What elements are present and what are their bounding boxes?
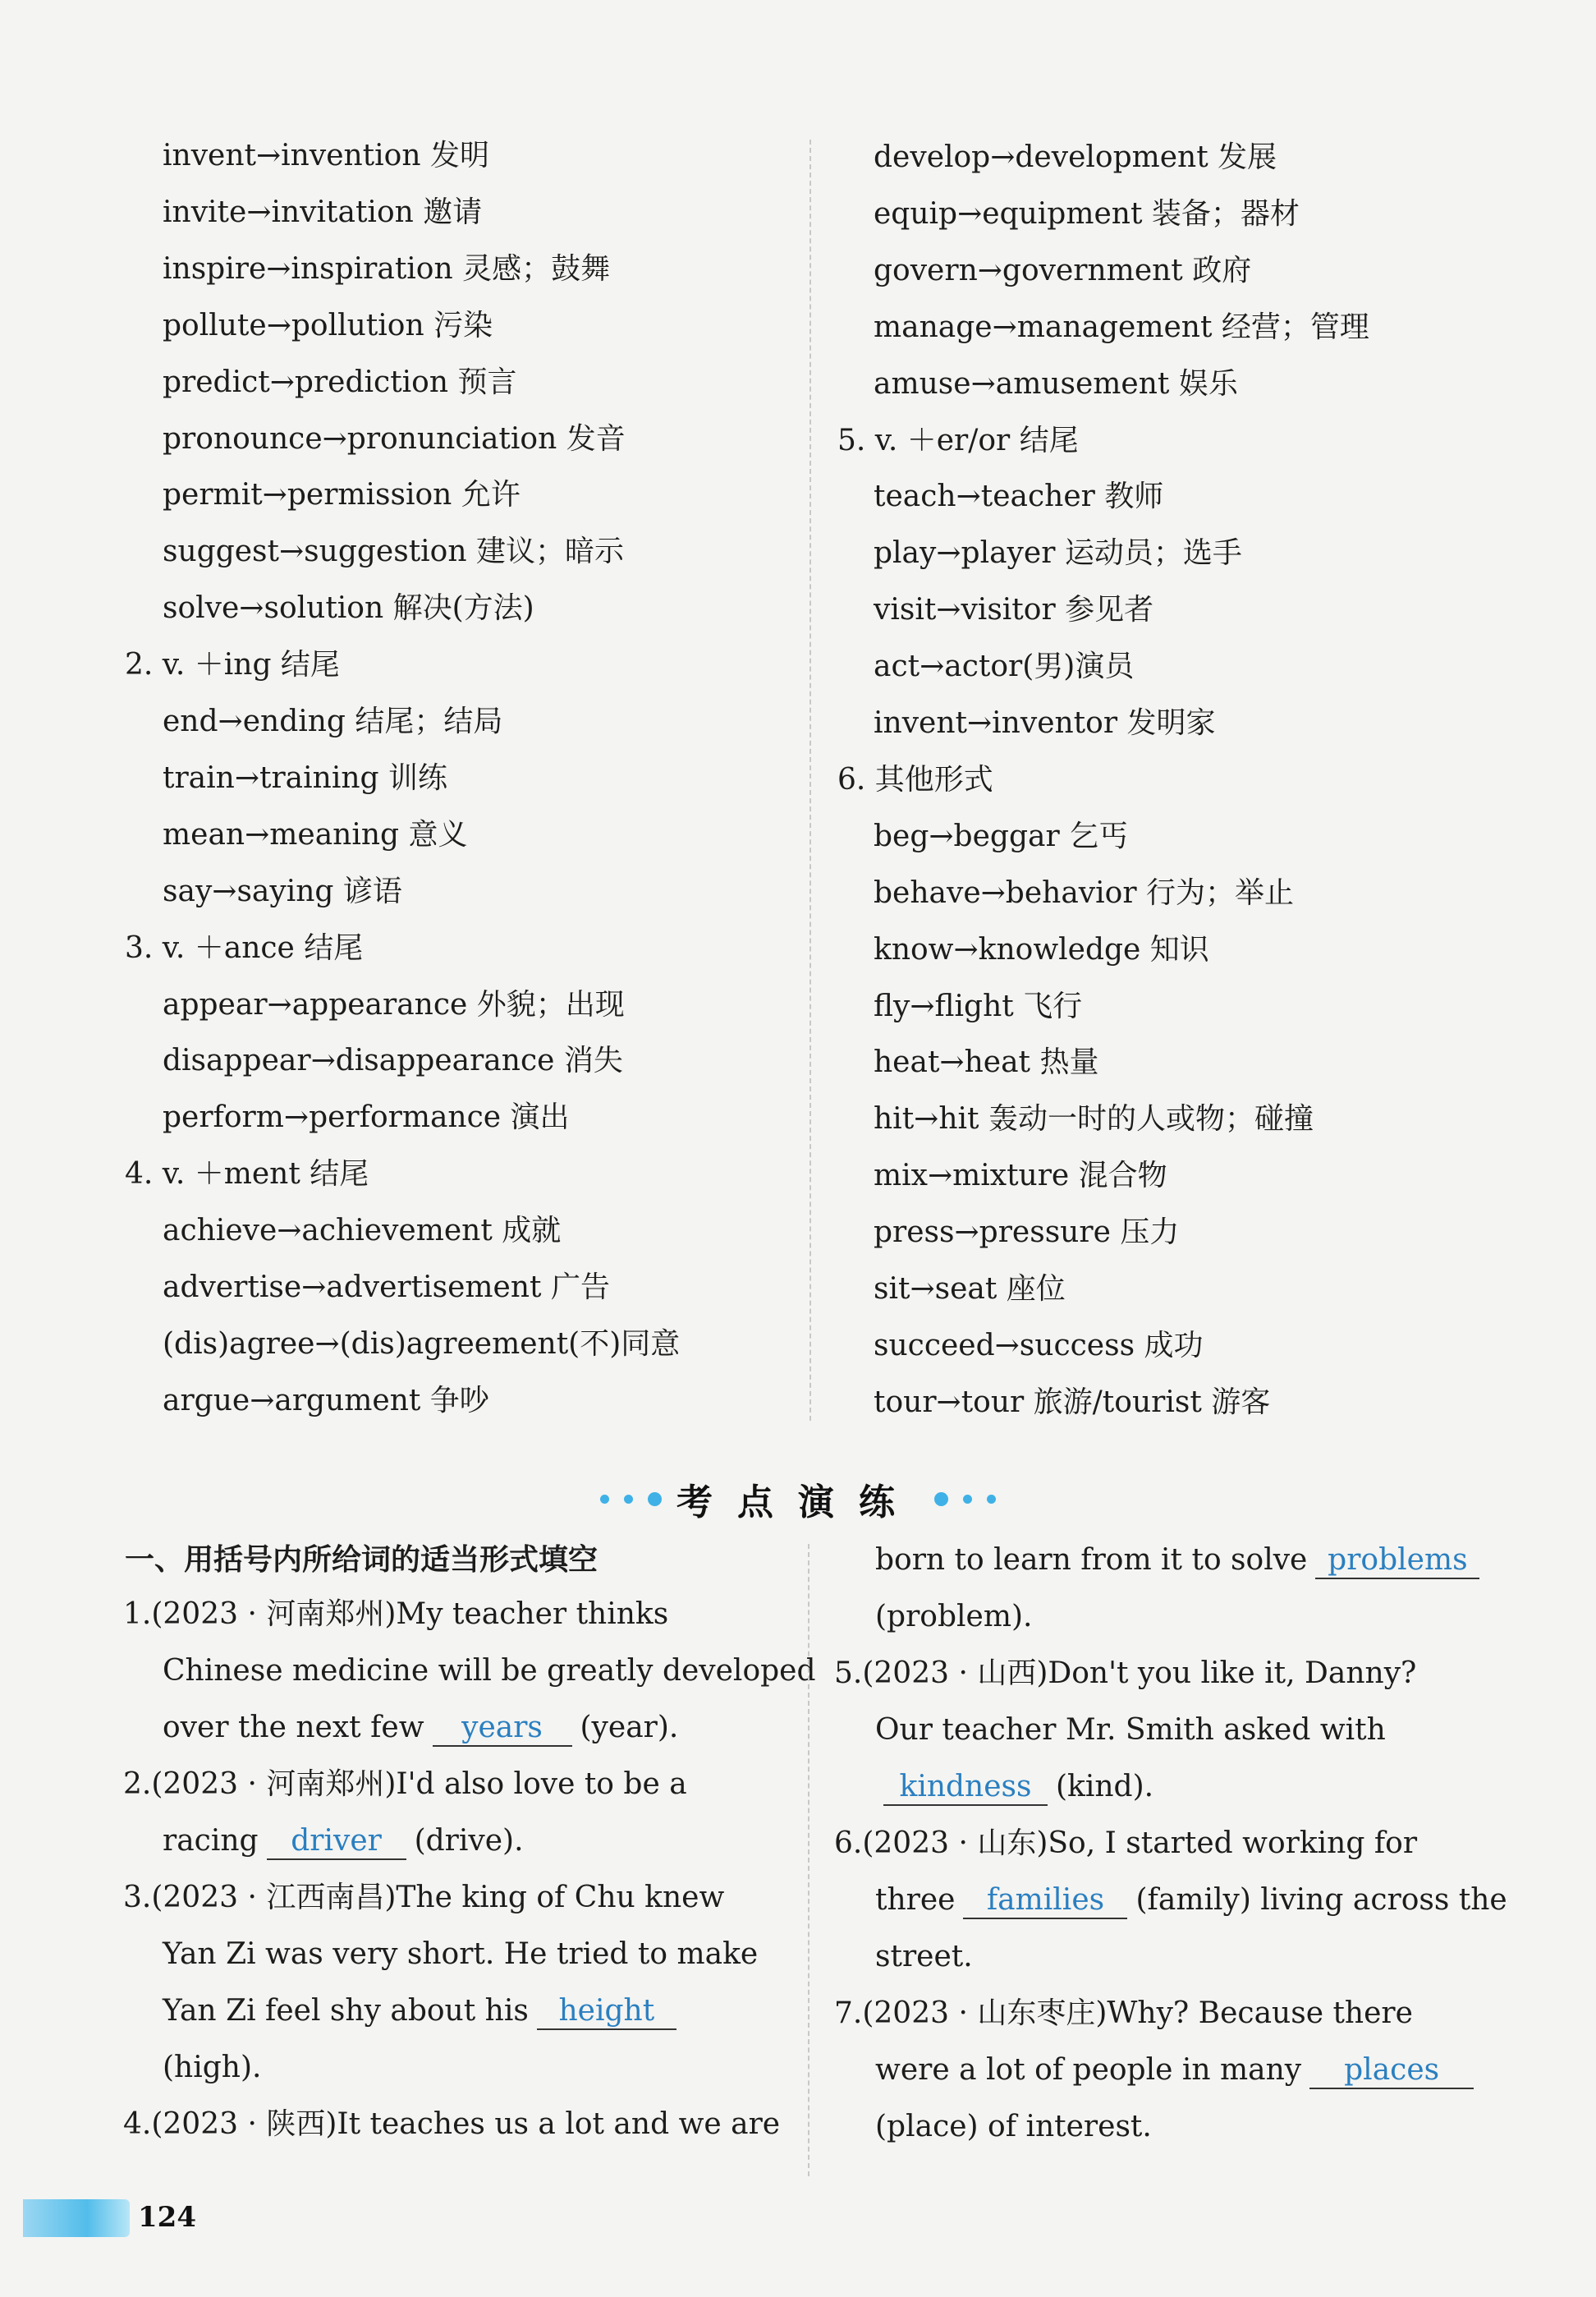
word-pair: beg→beggar 乞丐 (874, 819, 1129, 853)
word-pair: fly→flight 飞行 (874, 989, 1083, 1023)
exercise-line (875, 1711, 1386, 1750)
category-heading: 5. v. ＋er/or 结尾 (837, 423, 1079, 457)
exercise-line (163, 1935, 758, 1974)
exercise-text: born to learn from it to solve (875, 1543, 1308, 1577)
section-title: 考点演练 (676, 1482, 920, 1523)
answer-blank[interactable]: years (433, 1711, 572, 1747)
word-pair: develop→development 发展 (874, 140, 1277, 174)
category-heading: 3. v. ＋ance 结尾 (125, 930, 364, 965)
word-pair: achieve→achievement 成就 (163, 1214, 562, 1248)
word-pair: equip→equipment 装备；器材 (874, 196, 1300, 231)
word-pair: say→saying 谚语 (163, 874, 402, 908)
exercise-text: Yan Zi feel shy about his (163, 1994, 529, 2028)
exercise-line (875, 1597, 1032, 1637)
word-pair: press→pressure 压力 (874, 1215, 1180, 1250)
exercise-line (875, 1881, 1507, 1920)
word-pair: hit→hit 轰动一时的人或物；碰撞 (874, 1102, 1314, 1137)
word-pair: visit→visitor 参见者 (874, 593, 1154, 627)
dot (624, 1495, 633, 1504)
exercise-text: (drive). (414, 1824, 524, 1858)
exercise-text: 6.(2023 · 山东)So, I started working for (834, 1826, 1418, 1860)
word-pair: play→player 运动员；选手 (874, 536, 1242, 571)
section-title-banner (0, 1470, 1596, 1528)
word-pair: inspire→inspiration 灵感；鼓舞 (163, 251, 611, 286)
exercise-text: were a lot of people in many (875, 2053, 1302, 2087)
answer-blank[interactable]: height (537, 1994, 676, 2030)
exercise-text: Chinese medicine will be greatly developed (163, 1654, 816, 1688)
word-pair: invite→invitation 邀请 (163, 195, 483, 229)
exercise-text: (family) living across the (1135, 1883, 1507, 1917)
column-divider (809, 140, 811, 1421)
exercise-heading: 一、用括号内所给词的适当形式填空 (125, 1543, 598, 1577)
dot (600, 1495, 609, 1504)
answer-blank[interactable]: problems (1315, 1543, 1479, 1579)
word-pair: sit→seat 座位 (874, 1272, 1066, 1306)
word-pair: govern→government 政府 (874, 253, 1252, 287)
exercise-text: three (875, 1883, 956, 1917)
exercise-line (834, 1824, 1417, 1863)
word-pair: succeed→success 成功 (874, 1328, 1204, 1362)
exercise-text: (year). (580, 1711, 679, 1744)
exercise-text: over the next few (163, 1711, 424, 1744)
exercise-line (163, 2048, 261, 2088)
exercise-line (123, 1878, 724, 1918)
exercise-line (875, 1767, 1153, 1807)
word-pair: heat→heat 热量 (874, 1045, 1099, 1080)
exercise-line (875, 2107, 1152, 2147)
dot (963, 1495, 972, 1504)
word-pair: predict→prediction 预言 (163, 365, 517, 399)
category-heading: 6. 其他形式 (837, 762, 993, 797)
word-pair: invent→inventor 发明家 (874, 706, 1216, 740)
dot (934, 1492, 948, 1506)
page-number: 124 (138, 2201, 196, 2234)
exercise-text: (problem). (875, 1600, 1033, 1633)
word-pair: pollute→pollution 污染 (163, 308, 493, 342)
exercise-line (123, 2105, 780, 2144)
title-dots-right (934, 1492, 996, 1506)
exercise-text: street. (875, 1940, 973, 1973)
exercise-text: racing (163, 1824, 259, 1858)
word-pair: argue→argument 争吵 (163, 1383, 489, 1417)
word-pair: appear→appearance 外貌；出现 (163, 987, 625, 1022)
word-pair: manage→management 经营；管理 (874, 310, 1369, 344)
word-pair: end→ending 结尾；结局 (163, 705, 503, 738)
exercise-text: 7.(2023 · 山东枣庄)Why? Because there (834, 1996, 1413, 2030)
exercise-text: 5.(2023 · 山西)Don't you like it, Danny? (834, 1656, 1417, 1690)
answer-blank[interactable]: places (1309, 2053, 1474, 2089)
word-pair: train→training 训练 (163, 760, 448, 795)
page-footer-bar (23, 2199, 130, 2237)
category-heading: 2. v. ＋ing 结尾 (125, 648, 340, 682)
dot (987, 1495, 996, 1504)
word-pair: (dis)agree→(dis)agreement(不)同意 (163, 1326, 681, 1361)
word-pair: mix→mixture 混合物 (874, 1159, 1167, 1193)
word-pair: act→actor(男)演员 (874, 650, 1135, 684)
word-pair: mean→meaning 意义 (163, 817, 468, 852)
exercise-line (163, 1991, 685, 2031)
exercise-line (834, 1994, 1413, 2033)
exercise-line (163, 1708, 678, 1748)
answer-blank[interactable]: families (963, 1883, 1127, 1919)
title-dots-left (600, 1492, 662, 1506)
word-pair: behave→behavior 行为；举止 (874, 875, 1294, 910)
exercise-text: Our teacher Mr. Smith asked with (875, 1713, 1386, 1747)
exercise-line (875, 1541, 1488, 1580)
answer-blank[interactable]: driver (267, 1824, 406, 1860)
word-pair: know→knowledge 知识 (874, 932, 1209, 967)
exercise-text: (high). (163, 2051, 262, 2084)
word-pair: advertise→advertisement 广告 (163, 1270, 610, 1304)
word-pair: pronounce→pronunciation 发音 (163, 421, 626, 456)
word-pair: tour→tour 旅游/tourist 游客 (874, 1385, 1271, 1419)
word-pair: perform→performance 演出 (163, 1100, 570, 1135)
word-pair: solve→solution 解决(方法) (163, 591, 534, 626)
word-pair: invent→invention 发明 (163, 139, 489, 172)
column-divider (808, 1544, 809, 2176)
exercise-line (123, 1595, 668, 1634)
exercise-text: 4.(2023 · 陕西)It teaches us a lot and we are (123, 2107, 781, 2141)
exercise-text: 2.(2023 · 河南郑州)I'd also love to be a (123, 1767, 687, 1801)
exercise-line (163, 1652, 816, 1691)
word-pair: disappear→disappearance 消失 (163, 1044, 623, 1078)
word-pair: teach→teacher 教师 (874, 480, 1164, 514)
word-pair: amuse→amusement 娱乐 (874, 366, 1238, 401)
exercise-line (875, 2051, 1482, 2090)
exercise-text: Yan Zi was very short. He tried to make (163, 1937, 759, 1971)
exercise-text: (place) of interest. (875, 2110, 1152, 2143)
word-pair: permit→permission 允许 (163, 478, 521, 512)
exercise-line (123, 1765, 687, 1804)
exercise-line (834, 1654, 1416, 1693)
category-heading: 4. v. ＋ment 结尾 (125, 1157, 369, 1192)
exercise-text: 3.(2023 · 江西南昌)The king of Chu knew (123, 1881, 725, 1914)
word-pair: suggest→suggestion 建议；暗示 (163, 535, 624, 569)
exercise-text: 1.(2023 · 河南郑州)My teacher thinks (123, 1597, 669, 1631)
exercise-text: (kind). (1056, 1770, 1154, 1803)
exercise-line (875, 1937, 973, 1977)
exercise-line (163, 1822, 524, 1861)
answer-blank[interactable]: kindness (883, 1770, 1048, 1806)
dot (648, 1492, 662, 1506)
